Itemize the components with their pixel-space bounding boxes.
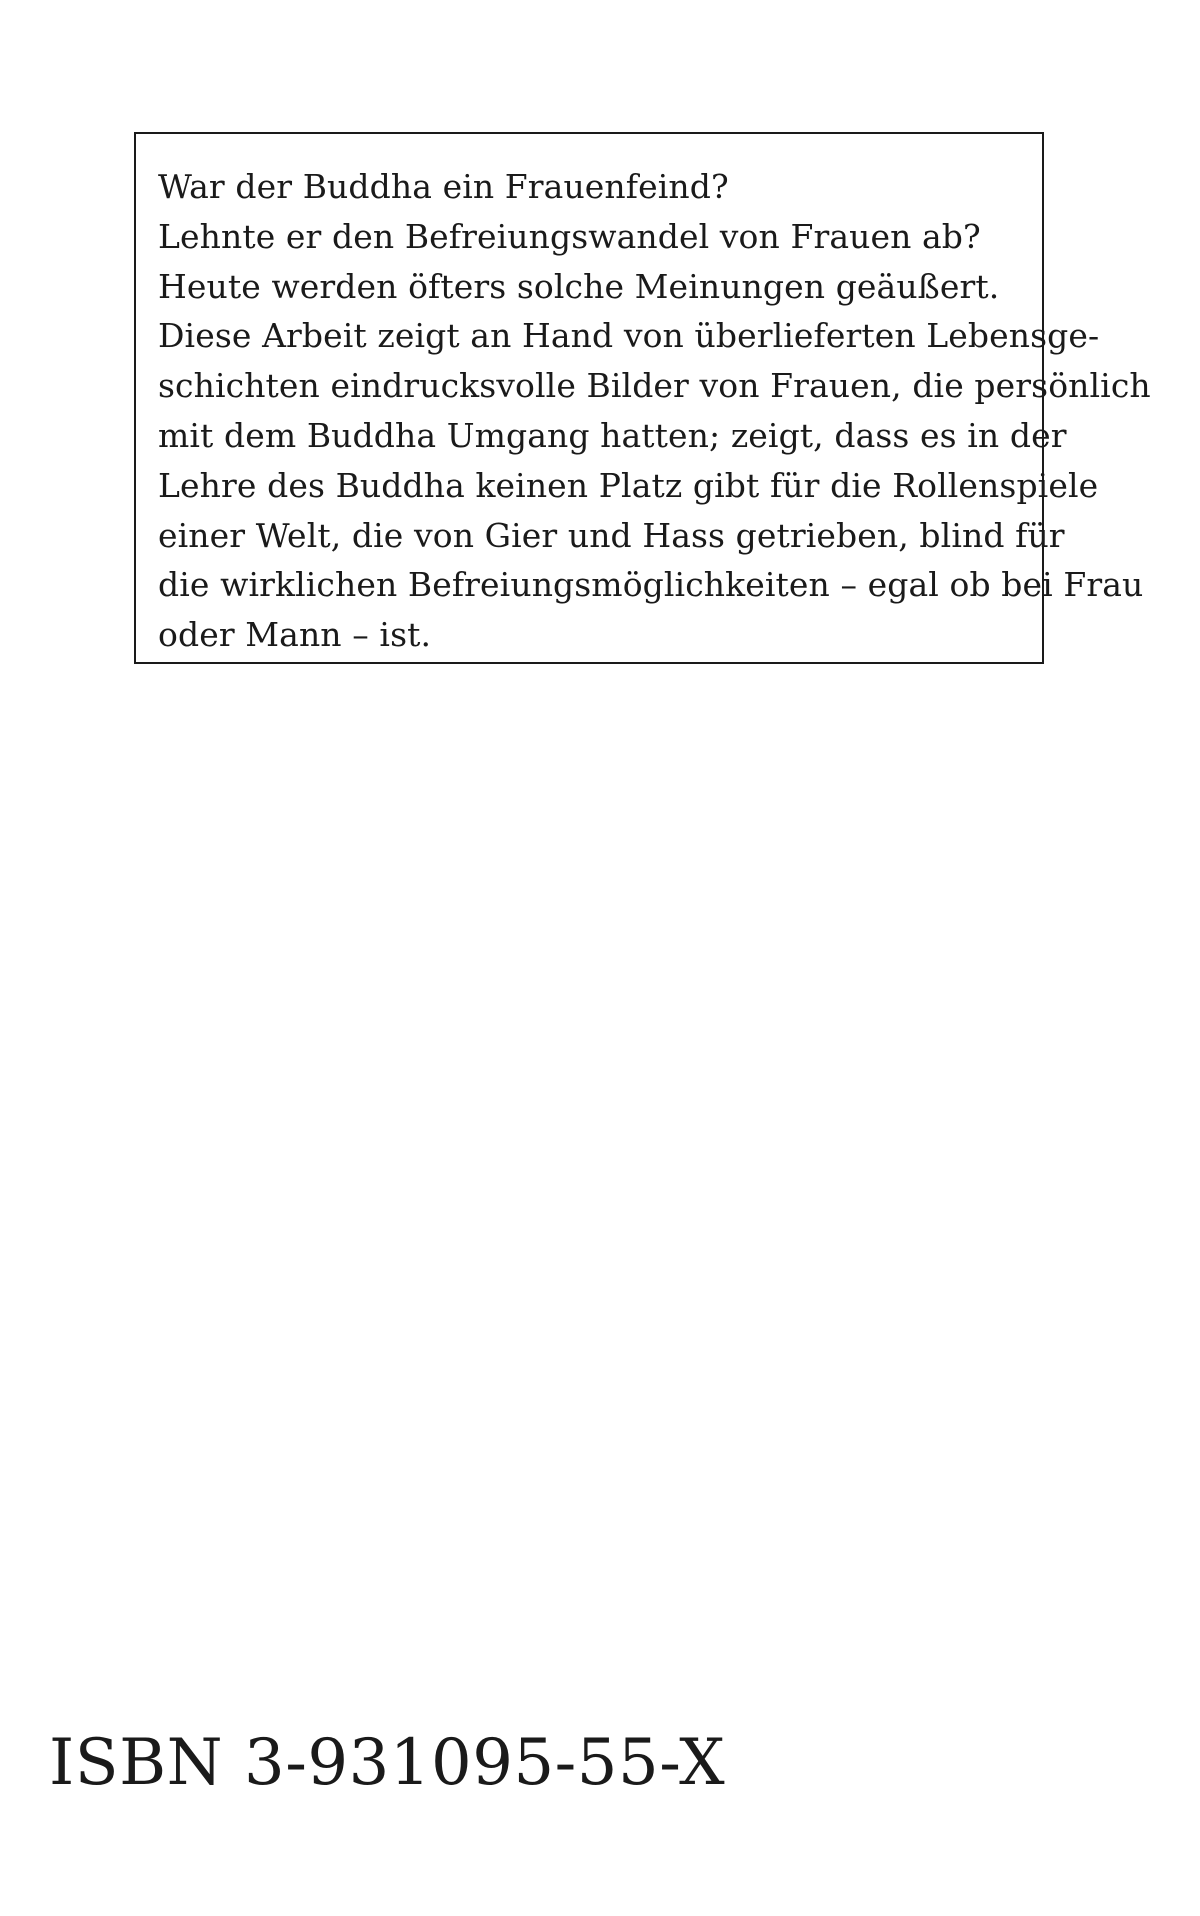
blurb-line: einer Welt, die von Gier und Hass getrieben, blind für (158, 515, 1065, 555)
blurb-line: Heute werden öfters solche Meinungen geäußert. (158, 266, 1000, 306)
blurb-line: Diese Arbeit zeigt an Hand von überlieferten Lebensge- (158, 316, 1100, 356)
blurb-line: Lehre des Buddha keinen Platz gibt für die Rollenspiele (158, 465, 1099, 505)
blurb-line: schichten eindrucksvolle Bilder von Frauen, die persönlich (158, 366, 1151, 406)
isbn-number: ISBN 3-931095-55-X (49, 1726, 726, 1800)
blurb-line: oder Mann – ist. (158, 615, 432, 655)
blurb-line: War der Buddha ein Frauenfeind? (158, 167, 729, 206)
blurb-line: Lehnte er den Befreiungswandel von Frauen ab? (158, 216, 981, 256)
blurb-line: mit dem Buddha Umgang hatten; zeigt, dass es in der (158, 415, 1067, 455)
blurb-box (134, 132, 1151, 664)
blurb-line: die wirklichen Befreiungsmöglichkeiten – egal ob bei Frau (158, 565, 1144, 605)
